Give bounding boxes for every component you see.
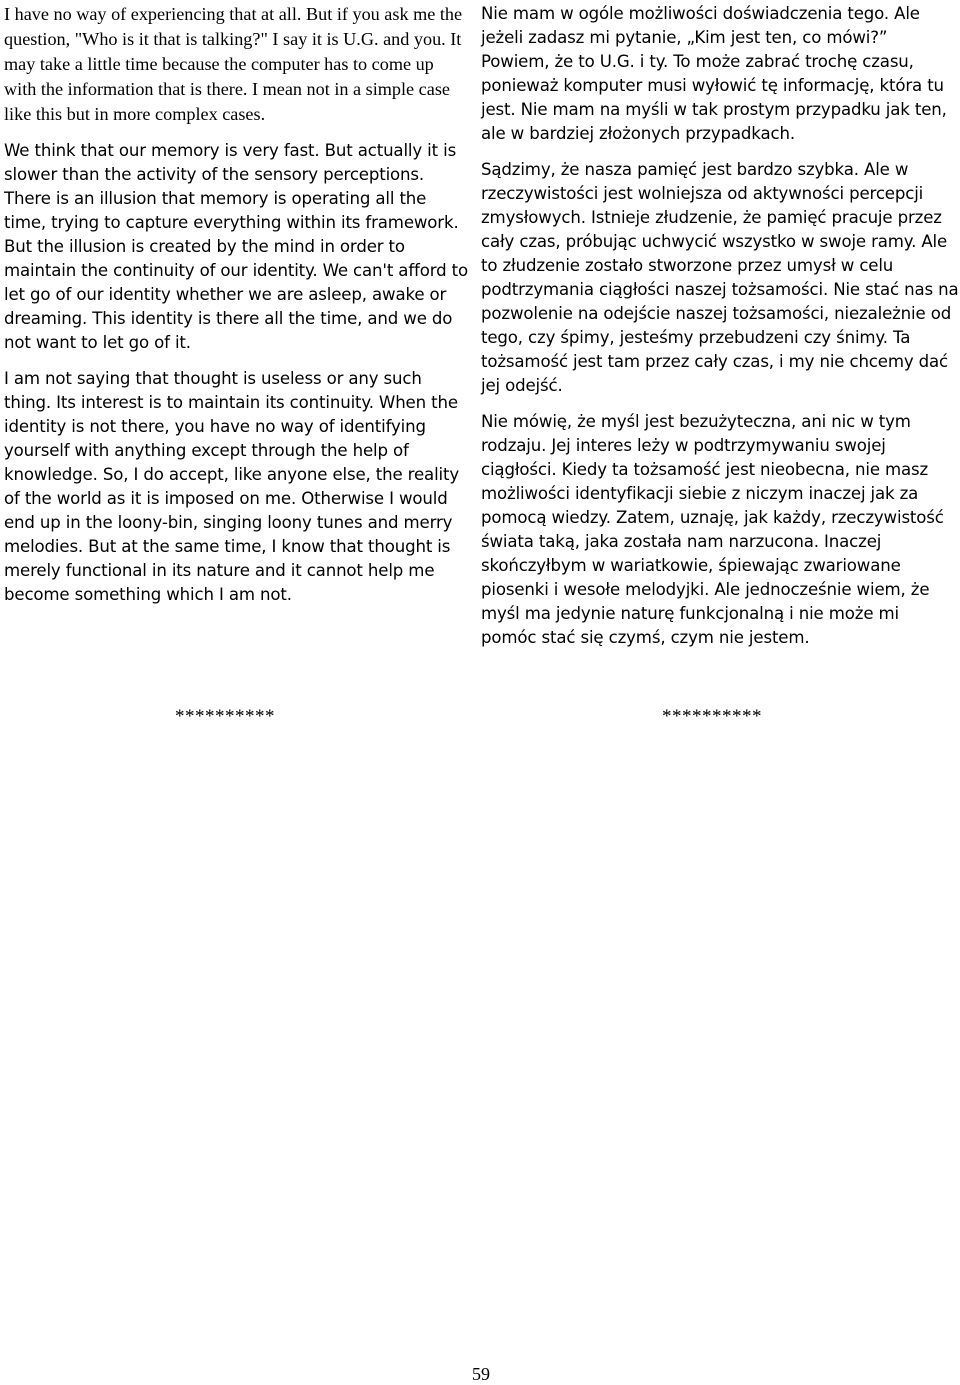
page-number: 59 [472, 1364, 490, 1384]
english-paragraph-2: We think that our memory is very fast. But actually it is slower than the activity of the sensory perceptions. There is an illusion that memory is operating all the time, trying to capture everything within its framework. But the illusion is created by the mind in order to maintain the continuity of our identity. We can't afford to let go of our identity whether we are asleep, awake or dreaming. This identity is there all the time, and we do not want to let go of it. [4, 141, 468, 352]
polish-paragraph-3: Nie mówię, że myśl jest bezużyteczna, ani nic w tym rodzaju. Jej interes leży w podtrzymywaniu swojej ciągłości. Kiedy ta tożsamość jest nieobecna, nie masz możliwości identyfikacji siebie z niczym inaczej jak za pomocą wiedzy. Zatem, uznaję, jak każdy, rzeczywistość świata taką, jaka została nam narzucona. Inaczej skończyłbym w wariatkowie, śpiewając zwariowane piosenki i wesołe melodyjki. Ale jednocześnie wiem, że myśl ma jedynie naturę funkcjonalną i nie może mi pomóc stać się czymś, czym nie jestem. [481, 412, 944, 647]
english-paragraph-3: I am not saying that thought is useless or any such thing. Its interest is to maintain its continuity. When the identity is not there, you have no way of identifying yourself with anything except through the help of knowledge. So, I do accept, like anyone else, the reality of the world as it is imposed on me. Otherwise I would end up in the loony-bin, singing loony tunes and merry melodies. But at the same time, I know that thought is merely functional in its nature and it cannot help me become something which I am not. [4, 369, 460, 604]
polish-section-separator: ********** [662, 706, 762, 727]
polish-paragraph-1: Nie mam w ogóle możliwości doświadczenia tego. Ale jeżeli zadasz mi pytanie, „Kim jest ten, co mówi?” Powiem, że to U.G. i ty. To może zabrać trochę czasu, ponieważ komputer musi wyłowić tę informację, która tu jest. Nie mam na myśli w tak prostym przypadku jak ten, ale w bardziej złożonych przypadkach. [481, 4, 947, 143]
polish-column [481, 2, 959, 662]
english-column [4, 2, 470, 619]
english-paragraph-1-serif-text: I have no way of experiencing that at all. But if you ask me the question, "Who is it that is talking?" I say it is U.G. and you. It may take a little time because the computer has to come up with the information that is there. I mean not in a simple case like this but in more complex cases. [4, 4, 463, 124]
english-section-separator: ********** [175, 706, 275, 727]
polish-paragraph-2: Sądzimy, że nasza pamięć jest bardzo szybka. Ale w rzeczywistości jest wolniejsza od aktywności percepcji zmysłowych. Istnieje złudzenie, że pamięć pracuje przez cały czas, próbując uchwycić wszystko w swoje ramy. Ale to złudzenie zostało stworzone przez umysł w celu podtrzymania ciągłości naszej tożsamości. Nie stać nas na pozwolenie na odejście naszej tożsamości, niezależnie od tego, czy śpimy, jesteśmy przebudzeni czy śnimy. Ta tożsamość jest tam przez cały czas, i my nie chcemy dać jej odejść. [481, 160, 959, 395]
english-paragraph-1 [4, 2, 470, 127]
